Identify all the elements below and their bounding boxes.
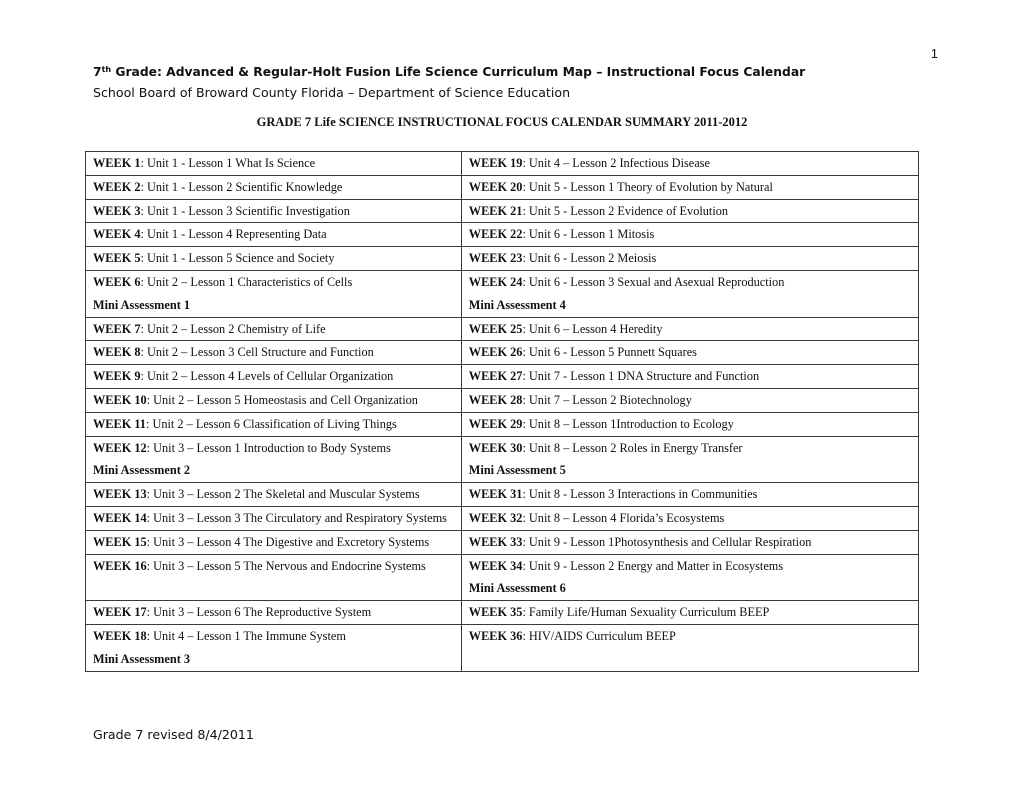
- table-row: [86, 223, 919, 247]
- table-cell-right: [461, 223, 918, 247]
- mini-assessment-label: Mini Assessment 5: [468, 463, 566, 478]
- week-label: WEEK 24: [468, 274, 523, 289]
- week-label: WEEK 4: [93, 227, 141, 242]
- week-entry: [469, 533, 911, 552]
- week-label: WEEK 16: [93, 558, 147, 573]
- table-cell-right: [461, 436, 918, 483]
- week-label: WEEK 15: [93, 534, 147, 549]
- week-entry: [469, 509, 911, 528]
- week-label: WEEK 28: [468, 392, 523, 407]
- lesson-text: : Unit 2 – Lesson 3 Cell Structure and Function: [140, 345, 374, 360]
- week-entry: [469, 249, 911, 268]
- lesson-text: : Unit 6 - Lesson 5 Punnett Squares: [522, 345, 697, 360]
- week-entry: [93, 627, 454, 646]
- title-ordinal-suffix: th: [101, 65, 112, 74]
- table-cell-right: [461, 624, 918, 671]
- week-label: WEEK 12: [93, 440, 147, 455]
- week-label: WEEK 11: [93, 416, 146, 431]
- lesson-text: : Unit 6 – Lesson 4 Heredity: [522, 321, 663, 336]
- week-entry: [469, 273, 911, 292]
- week-label: WEEK 23: [468, 251, 523, 266]
- week-label: WEEK 32: [468, 510, 523, 525]
- lesson-text: : Unit 3 – Lesson 3 The Circulatory and Respiratory Systems: [146, 510, 447, 525]
- week-entry: [93, 343, 454, 362]
- week-entry: [93, 225, 454, 244]
- week-entry: [469, 225, 911, 244]
- calendar-body: [86, 152, 919, 672]
- week-entry: [469, 557, 911, 576]
- mini-assessment-label: Mini Assessment 3: [93, 651, 191, 666]
- week-label: WEEK 7: [93, 321, 141, 336]
- lesson-text: : Unit 6 - Lesson 1 Mitosis: [522, 227, 655, 242]
- week-entry: [469, 415, 911, 434]
- table-row: [86, 601, 919, 625]
- table-cell-right: [461, 247, 918, 271]
- table-cell-left: [86, 317, 462, 341]
- table-cell-left: [86, 270, 462, 317]
- week-entry: [469, 154, 911, 173]
- week-entry: [469, 367, 911, 386]
- week-entry: [93, 509, 454, 528]
- week-label: WEEK 21: [468, 203, 523, 218]
- table-row: [86, 199, 919, 223]
- table-cell-right: [461, 317, 918, 341]
- week-label: WEEK 26: [468, 345, 523, 360]
- table-cell-right: [461, 388, 918, 412]
- lesson-text: : Family Life/Human Sexuality Curriculum BEEP: [522, 605, 770, 620]
- lesson-text: : Unit 3 – Lesson 4 The Digestive and Excretory Systems: [146, 534, 430, 549]
- table-row: [86, 317, 919, 341]
- lesson-text: : Unit 8 – Lesson 1Introduction to Ecology: [522, 416, 734, 431]
- table-cell-left: [86, 436, 462, 483]
- lesson-text: : Unit 2 – Lesson 4 Levels of Cellular Organization: [140, 369, 394, 384]
- table-cell-left: [86, 223, 462, 247]
- lesson-text: : Unit 8 - Lesson 3 Interactions in Communities: [522, 487, 758, 502]
- week-entry: [93, 273, 454, 292]
- week-label: WEEK 9: [93, 369, 141, 384]
- week-label: WEEK 14: [93, 510, 147, 525]
- lesson-text: : Unit 8 – Lesson 2 Roles in Energy Transfer: [522, 440, 743, 455]
- table-cell-right: [461, 554, 918, 601]
- table-row: [86, 436, 919, 483]
- lesson-text: : Unit 4 – Lesson 2 Infectious Disease: [522, 156, 710, 170]
- week-entry: [93, 485, 454, 504]
- week-label: WEEK 8: [93, 345, 141, 360]
- week-entry: [93, 202, 454, 221]
- lesson-text: : Unit 7 – Lesson 2 Biotechnology: [522, 392, 692, 407]
- title-grade-number: 7: [93, 65, 102, 79]
- week-label: WEEK 2: [93, 179, 141, 194]
- week-label: WEEK 35: [468, 605, 523, 620]
- table-row: [86, 365, 919, 389]
- lesson-text: : Unit 3 – Lesson 6 The Reproductive System: [146, 605, 372, 620]
- lesson-text: : Unit 1 - Lesson 5 Science and Society: [140, 251, 335, 266]
- lesson-text: : Unit 3 – Lesson 5 The Nervous and Endocrine Systems: [146, 558, 426, 573]
- table-cell-left: [86, 175, 462, 199]
- week-label: WEEK 29: [468, 416, 523, 431]
- week-entry: [469, 627, 911, 646]
- table-row: [86, 412, 919, 436]
- week-entry: [93, 391, 454, 410]
- lesson-text: : Unit 6 - Lesson 2 Meiosis: [522, 251, 657, 266]
- focus-calendar-table: [85, 151, 919, 672]
- week-label: WEEK 6: [93, 274, 141, 289]
- week-entry: [469, 603, 911, 622]
- table-cell-right: [461, 365, 918, 389]
- table-cell-left: [86, 624, 462, 671]
- week-entry: [469, 178, 911, 197]
- table-cell-right: [461, 199, 918, 223]
- week-entry: [469, 202, 911, 221]
- table-cell-left: [86, 152, 462, 176]
- week-entry: [93, 415, 454, 434]
- week-label: WEEK 25: [468, 321, 523, 336]
- title-text: Grade: Advanced & Regular-Holt Fusion Life Science Curriculum Map – Instructional Focus Calendar: [111, 65, 806, 79]
- week-entry: [93, 557, 454, 576]
- page-number: 1: [930, 46, 938, 61]
- lesson-text: : Unit 5 - Lesson 1 Theory of Evolution by Natural: [522, 179, 773, 194]
- table-cell-left: [86, 412, 462, 436]
- table-row: [86, 175, 919, 199]
- week-label: WEEK 27: [468, 369, 523, 384]
- week-label: WEEK 5: [93, 251, 141, 266]
- table-row: [86, 388, 919, 412]
- week-entry: [93, 249, 454, 268]
- week-entry: [469, 391, 911, 410]
- lesson-text: : Unit 1 - Lesson 3 Scientific Investigation: [140, 203, 350, 218]
- week-entry: [469, 439, 911, 458]
- lesson-text: : Unit 2 – Lesson 6 Classification of Living Things: [145, 416, 397, 431]
- table-cell-left: [86, 601, 462, 625]
- lesson-text: : Unit 3 – Lesson 1 Introduction to Body Systems: [146, 440, 391, 455]
- lesson-text: : Unit 1 - Lesson 4 Representing Data: [140, 227, 327, 242]
- lesson-text: : Unit 2 – Lesson 1 Characteristics of Cells: [140, 274, 353, 289]
- summary-heading: GRADE 7 Life SCIENCE INSTRUCTIONAL FOCUS CALENDAR SUMMARY 2011-2012: [256, 115, 748, 129]
- week-label: WEEK 33: [468, 534, 523, 549]
- table-cell-left: [86, 341, 462, 365]
- table-cell-right: [461, 175, 918, 199]
- week-label: WEEK 13: [93, 487, 147, 502]
- week-entry: [93, 178, 454, 197]
- table-row: [86, 270, 919, 317]
- week-label: WEEK 31: [468, 487, 523, 502]
- page-footer: Grade 7 revised 8/4/2011: [93, 727, 254, 742]
- lesson-text: : Unit 9 - Lesson 1Photosynthesis and Cellular Respiration: [522, 534, 812, 549]
- lesson-text: : Unit 6 - Lesson 3 Sexual and Asexual Reproduction: [522, 274, 785, 289]
- week-entry: [469, 320, 911, 339]
- table-cell-right: [461, 412, 918, 436]
- table-row: [86, 624, 919, 671]
- week-label: WEEK 10: [93, 392, 147, 407]
- table-cell-right: [461, 530, 918, 554]
- mini-assessment-label: Mini Assessment 4: [468, 297, 566, 312]
- table-cell-left: [86, 530, 462, 554]
- lesson-text: : Unit 3 – Lesson 2 The Skeletal and Muscular Systems: [146, 487, 420, 502]
- lesson-text: : HIV/AIDS Curriculum BEEP: [522, 628, 676, 643]
- table-cell-left: [86, 506, 462, 530]
- lesson-text: : Unit 4 – Lesson 1 The Immune System: [146, 628, 346, 643]
- table-row: [86, 554, 919, 601]
- week-entry: [93, 439, 454, 458]
- table-cell-right: [461, 506, 918, 530]
- week-label: WEEK 19: [468, 156, 523, 170]
- week-label: WEEK 17: [93, 605, 147, 620]
- week-label: WEEK 1: [93, 156, 141, 170]
- table-cell-left: [86, 388, 462, 412]
- lesson-text: : Unit 7 - Lesson 1 DNA Structure and Function: [522, 369, 760, 384]
- week-entry: [93, 603, 454, 622]
- lesson-text: : Unit 1 - Lesson 1 What Is Science: [140, 156, 316, 170]
- table-row: [86, 483, 919, 507]
- mini-assessment-label: Mini Assessment 6: [468, 581, 566, 596]
- week-entry: [93, 320, 454, 339]
- table-row: [86, 530, 919, 554]
- mini-assessment-label: Mini Assessment 1: [93, 297, 191, 312]
- table-cell-left: [86, 483, 462, 507]
- week-label: WEEK 3: [93, 203, 141, 218]
- lesson-text: : Unit 1 - Lesson 2 Scientific Knowledge: [140, 179, 343, 194]
- table-cell-right: [461, 270, 918, 317]
- table-cell-right: [461, 601, 918, 625]
- table-cell-right: [461, 341, 918, 365]
- week-entry: [469, 343, 911, 362]
- week-entry: [93, 533, 454, 552]
- lesson-text: : Unit 9 - Lesson 2 Energy and Matter in Ecosystems: [522, 558, 784, 573]
- week-label: WEEK 22: [468, 227, 523, 242]
- week-label: WEEK 30: [468, 440, 523, 455]
- table-row: [86, 152, 919, 176]
- document-header: [93, 63, 973, 102]
- table-row: [86, 506, 919, 530]
- table-cell-left: [86, 199, 462, 223]
- document-subtitle: School Board of Broward County Florida – Department of Science Education: [93, 85, 571, 100]
- table-cell-right: [461, 483, 918, 507]
- week-entry: [93, 154, 454, 173]
- week-entry: [93, 367, 454, 386]
- lesson-text: : Unit 2 – Lesson 2 Chemistry of Life: [140, 321, 326, 336]
- week-entry: [469, 485, 911, 504]
- table-row: [86, 341, 919, 365]
- table-cell-left: [86, 554, 462, 601]
- lesson-text: : Unit 2 – Lesson 5 Homeostasis and Cell Organization: [146, 392, 418, 407]
- week-label: WEEK 34: [468, 558, 523, 573]
- table-cell-left: [86, 365, 462, 389]
- table-cell-left: [86, 247, 462, 271]
- week-label: WEEK 20: [468, 179, 523, 194]
- mini-assessment-label: Mini Assessment 2: [93, 463, 191, 478]
- week-label: WEEK 36: [468, 628, 523, 643]
- table-cell-right: [461, 152, 918, 176]
- table-row: [86, 247, 919, 271]
- lesson-text: : Unit 8 – Lesson 4 Florida’s Ecosystems: [522, 510, 725, 525]
- lesson-text: : Unit 5 - Lesson 2 Evidence of Evolution: [522, 203, 729, 218]
- document-title: [93, 63, 973, 82]
- week-label: WEEK 18: [93, 628, 147, 643]
